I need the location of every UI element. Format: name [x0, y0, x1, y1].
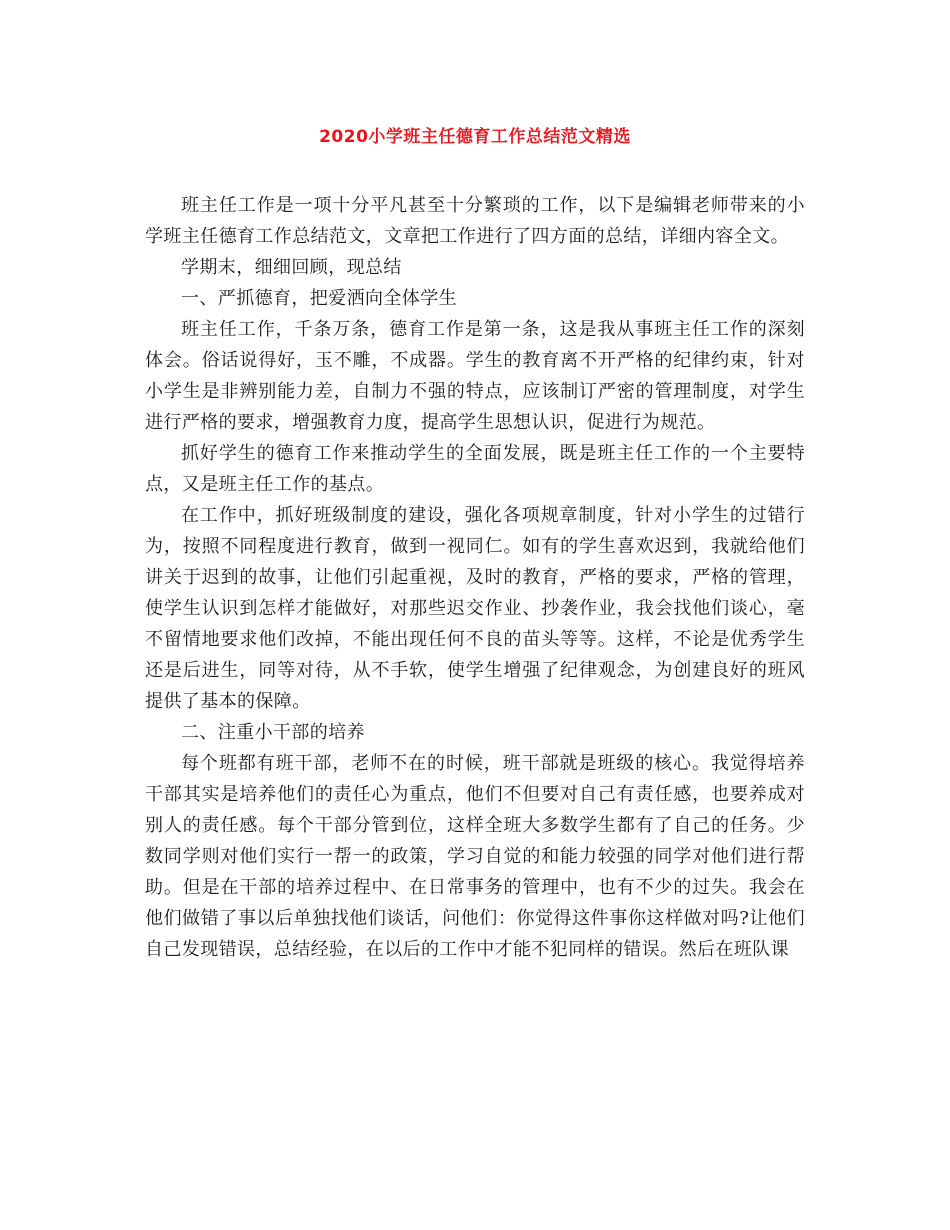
- body-paragraph: 每个班都有班干部，老师不在的时候，班干部就是班级的核心。我觉得培养干部其实是培养他们的责任心为重点，他们不但要对自己有责任感，也要养成对别人的责任感。每个干部分管到位，这样全班大多数学生都有了自己的任务。少数同学则对他们实行一帮一的政策，学习自觉的和能力较强的同学对他们进行帮助。但是在干部的培养过程中、在日常事务的管理中，也有不少的过失。我会在他们做错了事以后单独找他们谈话，问他们：你觉得这件事你这样做对吗?让他们自己发现错误，总结经验，在以后的工作中才能不犯同样的错误。然后在班队课: [145, 753, 805, 960]
- document-body: [145, 190, 805, 965]
- document-title: 2020小学班主任德育工作总结范文精选: [319, 127, 631, 147]
- body-paragraph: 在工作中，抓好班级制度的建设，强化各项规章制度，针对小学生的过错行为，按照不同程度进行教育，做到一视同仁。如有的学生喜欢迟到，我就给他们讲关于迟到的故事，让他们引起重视，及时的教育，严格的要求，严格的管理，使学生认识到怎样才能做好，对那些迟交作业、抄袭作业，我会找他们谈心，毫不留情地要求他们改掉，不能出现任何不良的苗头等等。这样，不论是优秀学生还是后进生，同等对待，从不手软，使学生增强了纪律观念，为创建良好的班风提供了基本的保障。: [145, 505, 805, 712]
- section-heading-2: 二、注重小干部的培养: [181, 722, 365, 743]
- summary-lead-paragraph: 学期末，细细回顾，现总结: [181, 257, 402, 278]
- intro-paragraph: 班主任工作是一项十分平凡甚至十分繁琐的工作，以下是编辑老师带来的小学班主任德育工作总结范文，文章把工作进行了四方面的总结，详细内容全文。: [145, 195, 805, 247]
- body-paragraph: 班主任工作，千条万条，德育工作是第一条，这是我从事班主任工作的深刻体会。俗话说得好，玉不雕，不成器。学生的教育离不开严格的纪律约束，针对小学生是非辨别能力差，自制力不强的特点，应该制订严密的管理制度，对学生进行严格的要求，增强教育力度，提高学生思想认识，促进行为规范。: [145, 319, 805, 433]
- body-paragraph: 抓好学生的德育工作来推动学生的全面发展，既是班主任工作的一个主要特点，又是班主任工作的基点。: [145, 443, 805, 495]
- section-heading-1: 一、严抓德育，把爱洒向全体学生: [181, 288, 457, 309]
